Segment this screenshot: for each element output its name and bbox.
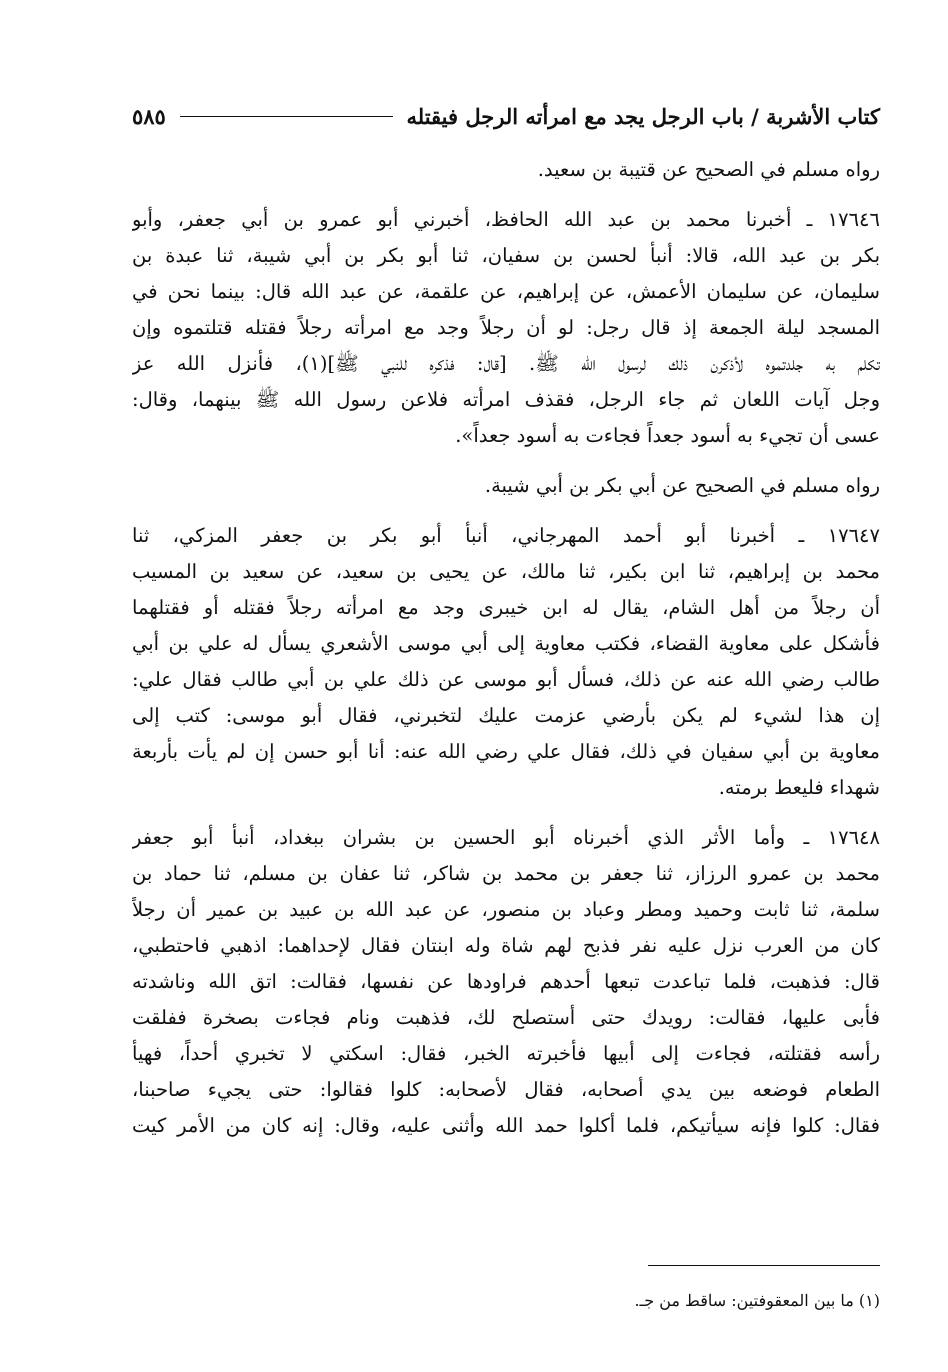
text-line: إن هذا لشيء لم يكن بأرضي عزمت عليك لتخبرني، فقال أبو موسى: كتب إلى [132, 704, 880, 727]
text-line: شهداء فليعط برمته. [718, 776, 880, 799]
text-line: سلمة، ثنا ثابت وحميد ومطر وعباد بن منصور، عن عبد الله بن عبيد بن عمير أن رجلاً [132, 898, 880, 921]
text-line: محمد بن عمرو الرزاز، ثنا جعفر بن محمد بن شاكر، ثنا عفان بن مسلم، ثنا حماد بن [132, 862, 880, 885]
header-rule [180, 116, 393, 117]
text-line: معاوية بن أبي سفيان في ذلك، فقال علي رضي الله عنه: أنا أبو حسن إن لم يأت بأربعة [132, 740, 880, 763]
text-line: قال: فذهبت، فلما تباعدت تبعها أحدهم فراودها عن نفسها، فقالت: اتق الله وناشدته [132, 970, 880, 993]
text-line: فأبى عليها، فقالت: رويدك حتى أستصلح لك، فذهبت ونام فجاءت بصخرة ففلقت [132, 1006, 880, 1029]
text-line: طالب رضي الله عنه عن ذلك، فسأل أبو موسى عن ذلك علي بن أبي طالب فقال علي: [132, 668, 880, 691]
text-line: فقال: كلوا فإنه سيأتيكم، فلما أكلوا حمد الله وأثنى عليه، وقال: إنه كان من الأمر كيت [132, 1114, 880, 1137]
text-line: كان من العرب نزل عليه نفر فذبح لهم شاة وله ابنتان فقال لإحداهما: اذهبي فاحتطبي، [132, 934, 880, 957]
running-title: كتاب الأشربة / باب الرجل يجد مع امرأته الرجل فيقتله [406, 103, 880, 129]
running-header [132, 96, 880, 136]
text-line: محمد بن إبراهيم، ثنا ابن بكير، ثنا مالك، عن يحيى بن سعيد، عن سعيد بن المسيب [132, 560, 880, 583]
text-line: ١٧٦٤٨ ـ وأما الأثر الذي أخبرناه أبو الحسين بن بشران ببغداد، أنبأ أبو جعفر [132, 826, 880, 849]
body-text [132, 152, 880, 1144]
text-line: عسى أن تجيء به أسود جعداً فجاءت به أسود جعداً». [455, 424, 880, 447]
text-line: وجل آيات اللعان ثم جاء الرجل، فقذف امرأته فلاعن رسول الله ﷺ بينهما، وقال: [132, 388, 880, 411]
text-line: الطعام فوضعه بين يدي أصحابه، فقال لأصحابه: كلوا فقالوا: حتى يجيء صاحبنا، [132, 1078, 880, 1101]
text-line: بكر بن عبد الله، قالا: أنبأ لحسن بن سفيان، ثنا أبو بكر بن أبي شيبة، ثنا عبدة بن [132, 244, 880, 267]
text-line: سليمان، عن سليمان الأعمش، عن إبراهيم، عن علقمة، عن عبد الله قال: بينما نحن في [132, 280, 880, 303]
text-line: ١٧٦٤٦ ـ أخبرنا محمد بن عبد الله الحافظ، أخبرني أبو عمرو بن أبي جعفر، وأبو [132, 208, 880, 231]
footnote-rule [648, 1265, 880, 1266]
text-line: أن رجلاً من أهل الشام، يقال له ابن خيبرى وجد مع امرأته رجلاً فقتله أو فقتلهما [132, 596, 880, 619]
page-number: ٥٨٥ [132, 103, 166, 129]
text-line: رواه مسلم في الصحيح عن أبي بكر بن أبي شيبة. [484, 474, 880, 497]
text-line: تكلم به جلدتموه لأذكرن ذلك لرسول الله ﷺ. [قال: فذكره للنبي ﷺ](١)، فأنزل الله عز [132, 352, 880, 375]
text-line: رواه مسلم في الصحيح عن قتيبة بن سعيد. [537, 158, 880, 181]
text-line: فأشكل على معاوية القضاء، فكتب معاوية إلى أبي موسى الأشعري يسأل له علي بن أبي [132, 632, 880, 655]
text-line: المسجد ليلة الجمعة إذ قال رجل: لو أن رجلاً وجد مع امرأته رجلاً فقتله قتلتموه وإن [132, 316, 880, 339]
footnote: (١) ما بين المعقوفتين: ساقط من جـ. [634, 1291, 880, 1310]
text-line: ١٧٦٤٧ ـ أخبرنا أبو أحمد المهرجاني، أنبأ أبو بكر بن جعفر المزكي، ثنا [132, 524, 880, 547]
text-line: رأسه فقتلته، فجاءت إلى أبيها فأخبرته الخبر، فقال: اسكتي لا تخبري أحداً، فهيأ [132, 1042, 880, 1065]
